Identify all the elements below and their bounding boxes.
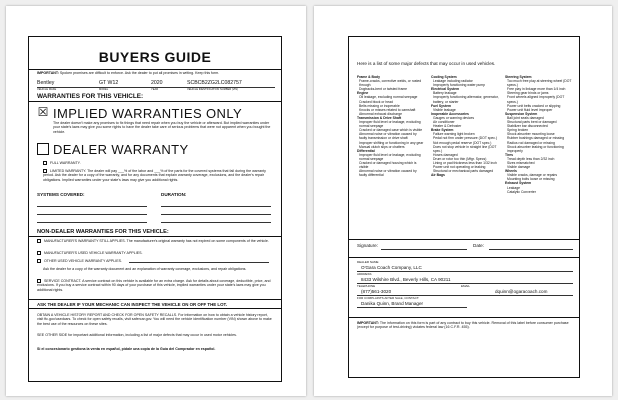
full-warranty-option[interactable]: FULL WARRANTY. <box>43 161 81 165</box>
vehicle-vin: SCBCB2ZG2LC082757 <box>187 80 242 86</box>
history-report-text: OBTAIN A VEHICLE HISTORY REPORT AND CHECK FOR OPEN SAFETY RECALLS. For information on how to obtain a vehicle history report, visit ftc.gov/usedcars. To check for open safety recalls, visit safercar.gov. You will need the vehicle identification number (VIN) shown above to make the best use of the resources on these sites. <box>37 313 272 326</box>
defect-category: Electrical System <box>431 87 460 92</box>
defect-category: Exhaust System <box>505 181 532 186</box>
defect-item: Hoses damaged <box>433 152 458 157</box>
label-year: YEAR <box>151 88 159 91</box>
non-dealer-heading: NON-DEALER WARRANTIES FOR THIS VEHICLE: <box>37 229 169 235</box>
defect-item: Not enough pedal reserve (DOT spec.) <box>433 140 492 145</box>
defect-item: Does not stop vehicle in straight line (DOT spec.) <box>433 144 497 153</box>
defect-item: Belts missing or inoperable <box>359 103 400 108</box>
divider <box>29 101 281 102</box>
limited-warranty-option[interactable]: LIMITED WARRANTY. The dealer will pay ___% of the labor and ___% of the parts for the covered systems that fail during the warranty period. Ask the dealer for a copy of the warranty, and for any documents that explain warranty coverage, exclusions, and the dealer's repair obligations. Implied warranties under your state's laws may give you additional rights. <box>43 169 266 182</box>
full-warranty-checkbox[interactable] <box>43 161 47 165</box>
defect-category: Steering System <box>505 75 532 79</box>
page-title: BUYERS GUIDE <box>98 49 212 65</box>
defect-item: Shock absorber mounting loose <box>507 132 555 137</box>
defect-item: Gauges or warning devices <box>433 115 475 120</box>
defect-item: Power unit not operating or leaking <box>433 165 486 170</box>
defect-item: Lining or pad thickness less than 1/32 inch <box>433 160 497 165</box>
duration-line <box>161 206 271 207</box>
dealer-telephone: (877)561-3020 <box>361 289 392 294</box>
divider <box>29 69 281 70</box>
defect-item: Oil leakage, excluding normal seepage <box>359 95 418 100</box>
defect-category: Wheels <box>505 169 517 174</box>
defect-item: Failure warning light broken <box>433 132 475 137</box>
defect-category: Engine <box>357 91 369 96</box>
defect-item: Power unit belts cracked or slipping <box>507 103 561 108</box>
dealer-address: 8433 Wilshire Blvd., Beverly Hills, CA 90211 <box>361 277 451 282</box>
defect-item: Visible damage <box>507 165 531 170</box>
non-dealer-item[interactable]: OTHER USED VEHICLE WARRANTY APPLIES. <box>37 259 273 263</box>
divider <box>349 239 579 240</box>
defect-item: Abnormal exhaust discharge <box>359 111 402 116</box>
defect-item: Dogtracks-bent or twisted frame <box>359 87 408 92</box>
duration-line <box>161 214 271 215</box>
defect-item: Leakage including radiator <box>433 79 473 84</box>
signature-line <box>381 249 467 250</box>
checkbox[interactable] <box>37 251 41 255</box>
duration-label: DURATION: <box>161 192 187 197</box>
address-label: ADDRESS <box>357 272 372 276</box>
defect-item: Tread depth less than 2/32 inch <box>507 156 555 161</box>
defect-item: Leakage <box>507 185 521 190</box>
defect-item: Rubber bushings damaged or missing <box>507 136 565 141</box>
defect-item: Power unit fluid level improper <box>507 107 553 112</box>
defect-item: Radius rod damaged or missing <box>507 140 555 145</box>
defect-item: Cracked or damaged housing which is visible <box>359 160 417 170</box>
defect-item: Sizes mismatched <box>507 160 535 165</box>
checkbox[interactable] <box>37 239 41 243</box>
defect-category: Tires <box>505 152 514 157</box>
divider <box>349 257 579 258</box>
defect-category: Fuel System <box>431 103 451 108</box>
email-label: EMAIL <box>461 284 471 288</box>
systems-line <box>37 222 147 223</box>
field-line <box>357 271 573 272</box>
defect-item: Front wheels aligned improperly (DOT specs.) <box>507 95 565 104</box>
defect-item: Frame-cracks, corrective welds, or rusted through <box>359 79 422 88</box>
signature-label: Signature: <box>357 243 378 248</box>
dealer-name: O'Gara Coach Company, LLC <box>361 265 422 270</box>
vehicle-model: GT W12 <box>99 80 119 86</box>
defect-item: Too much free play at steering wheel (DOT specs.) <box>507 79 572 88</box>
defect-item: Drum or rotor too thin (Mfgr. Specs) <box>433 156 487 161</box>
defect-item: Structural parts bent or damaged <box>507 120 557 125</box>
defects-column-1 <box>357 75 425 177</box>
defect-item: Improper fluid level or leakage, excluding normal seepage <box>359 120 421 129</box>
defect-item: Heater & Defroster <box>433 124 462 129</box>
defect-item: Shock absorber leaking or functioning improperly <box>507 144 564 153</box>
defect-item: Cracked or damaged case which is visible <box>359 128 423 133</box>
non-dealer-item[interactable]: MANUFACTURER'S WARRANTY STILL APPLIES. The manufacturer's original warranty has not expired on some components of the vehicle. <box>37 239 273 243</box>
defect-category: Air Bags <box>431 173 445 178</box>
warranty-document-note: Ask the dealer for a copy of the warranty document and an explanation of warranty coverage, exclusions, and repair obligations. <box>43 267 247 271</box>
defect-category: Frame & Body <box>357 75 380 79</box>
implied-warranties-title: IMPLIED WARRANTIES ONLY <box>53 106 243 121</box>
defect-item: Visible cracks, damage or repairs <box>507 173 558 178</box>
spanish-notice: Si el concesionario gestiona la venta en español, pídale una copia de la Guía del Comprador en español. <box>37 347 216 351</box>
defect-category: Brake System <box>431 128 454 133</box>
defect-item: Visible leakage <box>433 107 456 112</box>
non-dealer-item[interactable]: MANUFACTURER'S USED VEHICLE WARRANTY APPLIES. <box>37 251 273 255</box>
defect-item: Improper fluid level or leakage, excluding normal seepage <box>359 152 421 161</box>
defects-column-3 <box>505 75 575 194</box>
defect-item: Air conditioner <box>433 120 455 125</box>
defects-column-2 <box>431 75 499 177</box>
back-page-frame <box>348 36 580 378</box>
defect-category: Differential <box>357 148 375 153</box>
see-other-side-text: SEE OTHER SIDE for important additional information, including a list of major defects that may occur in used motor vehicles. <box>37 333 237 337</box>
buyers-guide-front-page <box>6 6 306 396</box>
warranties-heading: WARRANTIES FOR THIS VEHICLE: <box>37 93 144 100</box>
defect-item: Cracked block or head <box>359 99 393 104</box>
defect-item: Structural or mechanical parts damaged <box>433 169 494 174</box>
divider <box>349 317 579 318</box>
checkbox[interactable] <box>37 259 41 263</box>
defect-item: Battery leakage <box>433 91 457 96</box>
systems-covered-label: SYSTEMS COVERED: <box>37 192 85 197</box>
defect-item: Free play in linkage more than 1/4 inch <box>507 87 566 92</box>
systems-line <box>37 206 147 207</box>
defect-item: Stabilizer bar disconnected <box>507 124 548 129</box>
defect-item: Knocks or misses related to camshaft <box>359 107 416 112</box>
defect-category: Inoperable Accessories <box>431 111 469 116</box>
defect-item: Spring broken <box>507 128 529 133</box>
defect-item: Abnormal noise or vibration caused by faulty differential <box>359 169 417 178</box>
defect-item: Abnormal noise or vibration caused by faulty transmission or drive shaft <box>359 132 417 141</box>
complaints-contact: Danika Quinn, Brand Manager <box>361 301 424 306</box>
defect-item: Pedal not firm under pressure (DOT spec.) <box>433 136 498 141</box>
defects-intro: Here is a list of some major defects that may occur in used vehicles. <box>357 61 496 66</box>
defect-item: Improperly functioning water pump <box>433 83 486 88</box>
implied-warranties-text: The dealer doesn't make any promises to fix things that need repair when you buy the vehicle or afterward. But implied warranties under your state's laws may give you some rights to have the dealer take care of serious problems that were not apparent when you bought the vehicle. <box>53 121 271 134</box>
field-line <box>357 307 467 308</box>
implied-checked-icon[interactable]: ☒ <box>37 105 49 119</box>
date-label: Date: <box>473 243 484 248</box>
defect-category: Suspension System <box>505 111 538 116</box>
buyers-guide-back-page <box>314 6 612 396</box>
defect-item: Mounting bolts loose or missing <box>507 177 555 182</box>
front-page-frame <box>28 36 282 382</box>
defect-item: Improperly functioning alternator, generator, battery, or starter <box>433 95 499 104</box>
telephone-label: TELEPHONE <box>357 284 376 288</box>
service-contract-item[interactable]: SERVICE CONTRACT. A service contract on this vehicle is available for an extra charge. Ask for details about coverage, deductible, price, and exclusions. If you buy a service contract within 90 days of your purchase of this vehicle, implied warranties under your state's laws may give you additional rights. <box>37 279 271 292</box>
date-line <box>489 249 573 250</box>
defect-category: Cooling System <box>431 75 457 79</box>
vehicle-make: Bentley <box>37 80 55 86</box>
dealer-email[interactable]: dquinn@ogaracoach.com <box>495 289 548 294</box>
defect-item: Manual clutch slips or chatters <box>359 144 405 149</box>
complaints-label: FOR COMPLAINTS AFTER SALE, CONTACT: <box>357 296 420 300</box>
defect-category: Transmission & Drive Shaft <box>357 115 402 120</box>
label-vin: VEHICLE IDENTIFICATION NUMBER (VIN) <box>187 88 238 91</box>
defect-item: Improper shifting or functioning in any gear <box>359 140 424 145</box>
other-warranty-line <box>129 262 269 263</box>
footer-notice: IMPORTANT: The information on this form is part of any contract to buy this vehicle. Removal of this label before consumer purchase (except for purpose of test-driving) violates federal law (16 C.F.R. 455). <box>357 321 569 330</box>
divider <box>29 299 281 300</box>
divider <box>29 236 281 237</box>
label-make: VEHICLE MAKE <box>37 88 57 91</box>
duration-line <box>161 222 271 223</box>
vehicle-year: 2020 <box>151 80 163 86</box>
dealer-name-label: DEALER NAME <box>357 260 379 264</box>
defect-item: Steering gear binds or jams <box>507 91 549 96</box>
defect-item: Catalytic Converter <box>507 189 536 194</box>
defect-item: Ball joint seals damaged <box>507 115 544 120</box>
divider <box>29 308 281 309</box>
dealer-warranty-checkbox[interactable] <box>37 143 49 155</box>
ask-mechanic: ASK THE DEALER IF YOUR MECHANIC CAN INSPECT THE VEHICLE ON OR OFF THE LOT. <box>37 302 227 307</box>
important-notice: IMPORTANT: Spoken promises are difficult to enforce. Ask the dealer to put all promises in writing. Keep this form. <box>37 71 220 75</box>
dealer-warranty-title: DEALER WARRANTY <box>53 142 189 157</box>
label-model: MODEL <box>99 88 109 91</box>
systems-line <box>37 214 147 215</box>
